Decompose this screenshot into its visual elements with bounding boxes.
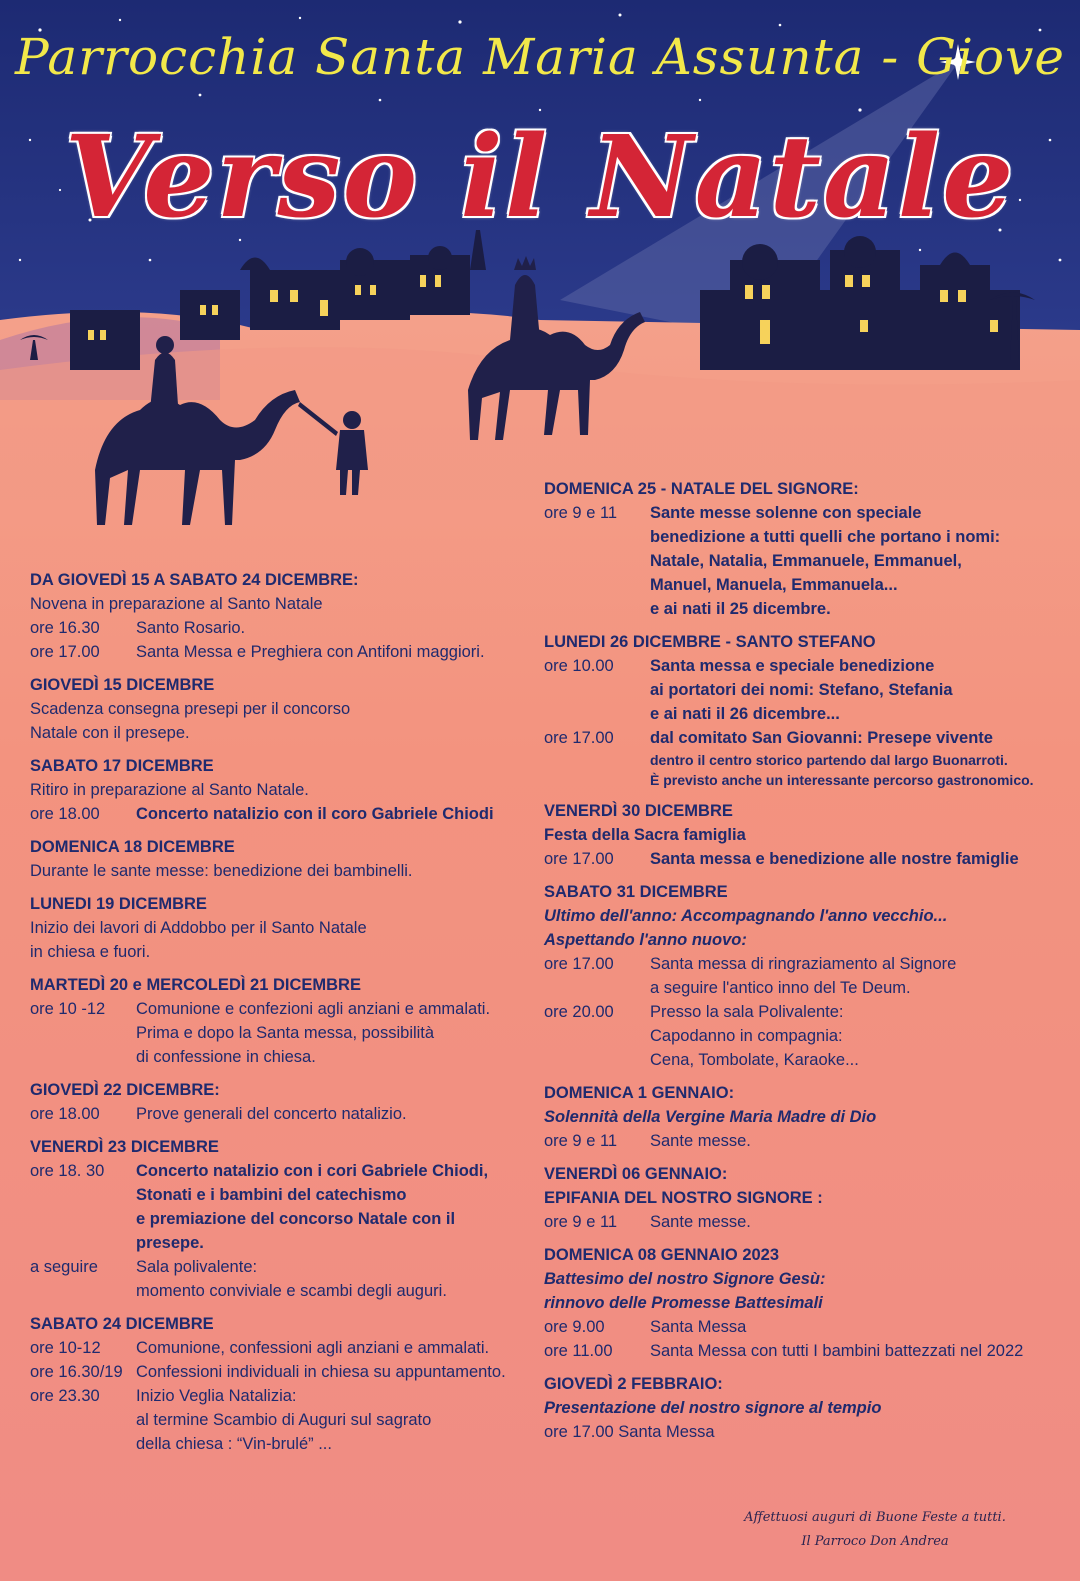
schedule-section [544, 1243, 1064, 1363]
section-subtitle: Ultimo dell'anno: Accompagnando l'anno vecchio... [544, 907, 948, 925]
event-description-line: Comunione, confessioni agli anziani e ammalati. [136, 1339, 490, 1357]
event-time: ore 9 e 11 [544, 1132, 618, 1150]
event-note: dentro il centro storico partendo dal largo Buonarroti. [650, 752, 1008, 768]
section-subtitle: Battesimo del nostro Signore Gesù: [544, 1270, 826, 1288]
parish-title: Parrocchia Santa Maria Assunta - Giove [15, 28, 1065, 86]
schedule-row [544, 654, 1064, 726]
main-title: Verso il Natale [64, 112, 1016, 243]
schedule-row [30, 1255, 530, 1303]
schedule-row [544, 1000, 1064, 1072]
section-line: Inizio dei lavori di Addobbo per il Santo Natale [30, 919, 367, 937]
schedule-row [544, 1210, 1064, 1234]
event-description-line: e ai nati il 26 dicembre... [650, 705, 840, 723]
event-description-line: Capodanno in compagnia: [650, 1027, 843, 1045]
section-line: ore 17.00 Santa Messa [544, 1423, 715, 1441]
event-time: ore 10.00 [544, 657, 614, 675]
event-note: È previsto anche un interessante percorso gastronomico. [650, 772, 1034, 788]
event-time: ore 23.30 [30, 1387, 100, 1405]
section-heading: GIOVEDÌ 22 DICEMBRE: [30, 1081, 220, 1099]
event-time: ore 11.00 [544, 1342, 613, 1360]
event-description [650, 1000, 1064, 1072]
event-description [650, 1339, 1064, 1363]
event-description-line: Santa messa di ringraziamento al Signore [650, 955, 957, 973]
event-description-line: benedizione a tutti quelli che portano i nomi: [650, 528, 1001, 546]
section-heading: SABATO 24 DICEMBRE [30, 1315, 214, 1333]
section-heading: DOMENICA 25 - NATALE DEL SIGNORE: [544, 480, 859, 498]
event-time: ore 16.30 [30, 619, 100, 637]
event-description [650, 847, 1064, 871]
schedule-section [544, 799, 1064, 871]
section-heading: VENERDÌ 06 GENNAIO: [544, 1165, 728, 1183]
section-heading: VENERDÌ 23 DICEMBRE [30, 1138, 219, 1156]
event-description [650, 1129, 1064, 1153]
event-description [136, 1102, 530, 1126]
schedule-row [30, 1159, 530, 1255]
schedule-section [30, 1135, 530, 1303]
event-description-line: e premiazione del concorso Natale con il [136, 1210, 456, 1228]
event-description-line: Inizio Veglia Natalizia: [136, 1387, 297, 1405]
event-description [136, 1159, 530, 1255]
event-description [136, 1384, 530, 1456]
schedule-section [544, 1372, 1064, 1444]
schedule-section [30, 673, 530, 745]
section-subtitle: Aspettando l'anno nuovo: [544, 931, 747, 949]
event-description [136, 1360, 530, 1384]
event-description-line: Prima e dopo la Santa messa, possibilità [136, 1024, 435, 1042]
event-description-line: Sante messe. [650, 1132, 751, 1150]
schedule-row [30, 616, 530, 640]
section-heading: DOMENICA 08 GENNAIO 2023 [544, 1246, 780, 1264]
signature-greeting: Affettuosi auguri di Buone Feste a tutti. [744, 1510, 1006, 1525]
event-description [136, 802, 530, 826]
event-description-line: Santa Messa e Preghiera con Antifoni maggiori. [136, 643, 485, 661]
event-description-line: Presso la sala Polivalente: [650, 1003, 844, 1021]
event-description-line: Concerto natalizio con i cori Gabriele Chiodi, [136, 1162, 489, 1180]
event-description [136, 616, 530, 640]
event-description-line: Santo Rosario. [136, 619, 246, 637]
section-line: Natale con il presepe. [30, 724, 190, 742]
event-description-line: Stonati e i bambini del catechismo [136, 1186, 407, 1204]
event-description [136, 640, 530, 664]
schedule-row [544, 847, 1064, 871]
event-description-line: Manuel, Manuela, Emmanuela... [650, 576, 898, 594]
schedule-row [30, 1384, 530, 1456]
event-description-line: a seguire l'antico inno del Te Deum. [650, 979, 911, 997]
event-description [650, 654, 1064, 726]
event-description-line: e ai nati il 25 dicembre. [650, 600, 831, 618]
section-line: Novena in preparazione al Santo Natale [30, 595, 323, 613]
event-time: ore 18. 30 [30, 1162, 105, 1180]
event-description [650, 952, 1064, 1000]
event-description-line: Santa messa e speciale benedizione [650, 657, 935, 675]
event-description-line: Confessioni individuali in chiesa su appuntamento. [136, 1363, 506, 1381]
section-heading: DOMENICA 18 DICEMBRE [30, 838, 235, 856]
event-description-line: della chiesa : “Vin-brulé” ... [136, 1435, 332, 1453]
event-description-line: dal comitato San Giovanni: Presepe vivente [650, 729, 993, 747]
event-description-line: Sante messe. [650, 1213, 751, 1231]
section-heading: GIOVEDÌ 2 FEBBRAIO: [544, 1375, 723, 1393]
schedule-section [30, 973, 530, 1069]
section-subtitle: Presentazione del nostro signore al tempio [544, 1399, 882, 1417]
event-description-line: Sala polivalente: [136, 1258, 258, 1276]
section-line: Ritiro in preparazione al Santo Natale. [30, 781, 309, 799]
event-time: ore 17.00 [544, 850, 614, 868]
signature [725, 1506, 1025, 1554]
event-description-line: Concerto natalizio con il coro Gabriele Chiodi [136, 805, 494, 823]
schedule-section [30, 1078, 530, 1126]
schedule-row [30, 1102, 530, 1126]
schedule-section [30, 892, 530, 964]
event-description [650, 1210, 1064, 1234]
section-line: in chiesa e fuori. [30, 943, 151, 961]
event-time: ore 10-12 [30, 1339, 101, 1357]
schedule-row [30, 1336, 530, 1360]
section-heading: LUNEDI 26 DICEMBRE - SANTO STEFANO [544, 633, 876, 651]
event-time: ore 10 -12 [30, 1000, 106, 1018]
event-time: ore 20.00 [544, 1003, 614, 1021]
section-heading: DA GIOVEDÌ 15 A SABATO 24 DICEMBRE: [30, 571, 359, 589]
schedule-section [544, 477, 1064, 621]
event-description [136, 1255, 530, 1303]
schedule-section [544, 630, 1064, 790]
event-time: ore 9.00 [544, 1318, 605, 1336]
schedule-row [544, 1129, 1064, 1153]
event-time: ore 18.00 [30, 805, 100, 823]
event-time: a seguire [30, 1258, 98, 1276]
schedule-section [30, 754, 530, 826]
event-time: ore 9 e 11 [544, 1213, 618, 1231]
schedule-row [30, 997, 530, 1069]
schedule-row [30, 640, 530, 664]
event-description-line: Sante messe solenne con speciale [650, 504, 922, 522]
event-description-line: Santa Messa [650, 1318, 747, 1336]
event-time: ore 17.00 [544, 729, 614, 747]
section-heading: DOMENICA 1 GENNAIO: [544, 1084, 735, 1102]
schedule-section [30, 568, 530, 664]
section-line: Durante le sante messe: benedizione dei bambinelli. [30, 862, 413, 880]
event-time: ore 18.00 [30, 1105, 100, 1123]
section-subtitle: EPIFANIA DEL NOSTRO SIGNORE : [544, 1189, 823, 1207]
schedule-row [544, 1339, 1064, 1363]
schedule-row [30, 802, 530, 826]
event-description-line: Santa messa e benedizione alle nostre famiglie [650, 850, 1019, 868]
schedule-row [544, 726, 1064, 790]
signature-pastor: Il Parroco Don Andrea [801, 1534, 949, 1549]
section-subtitle: rinnovo delle Promesse Battesimali [544, 1294, 823, 1312]
section-heading: SABATO 17 DICEMBRE [30, 757, 214, 775]
schedule-section [544, 880, 1064, 1072]
section-heading: SABATO 31 DICEMBRE [544, 883, 728, 901]
event-description-line: momento conviviale e scambi degli auguri. [136, 1282, 447, 1300]
event-description-line: di confessione in chiesa. [136, 1048, 316, 1066]
schedule-right-column [544, 477, 1064, 1453]
event-time: ore 17.00 [544, 955, 614, 973]
event-description-line: al termine Scambio di Auguri sul sagrato [136, 1411, 432, 1429]
schedule-section [544, 1162, 1064, 1234]
event-description-line: presepe. [136, 1234, 204, 1252]
event-description-line: Santa Messa con tutti I bambini battezzati nel 2022 [650, 1342, 1024, 1360]
event-description-line: Natale, Natalia, Emmanuele, Emmanuel, [650, 552, 962, 570]
schedule-section [30, 835, 530, 883]
schedule-row [544, 1315, 1064, 1339]
event-time: ore 16.30/19 [30, 1363, 123, 1381]
schedule-left-column [30, 568, 530, 1465]
event-description [650, 501, 1064, 621]
section-subtitle: Solennità della Vergine Maria Madre di Dio [544, 1108, 877, 1126]
schedule-section [544, 1081, 1064, 1153]
event-description-line: Prove generali del concerto natalizio. [136, 1105, 407, 1123]
section-subtitle: Festa della Sacra famiglia [544, 826, 746, 844]
event-time: ore 17.00 [30, 643, 100, 661]
event-description [650, 726, 1064, 790]
event-description [136, 1336, 530, 1360]
schedule-row [30, 1360, 530, 1384]
event-description-line: ai portatori dei nomi: Stefano, Stefania [650, 681, 953, 699]
schedule-section [30, 1312, 530, 1456]
section-heading: VENERDÌ 30 DICEMBRE [544, 802, 733, 820]
section-line: Scadenza consegna presepi per il concorso [30, 700, 351, 718]
section-heading: LUNEDI 19 DICEMBRE [30, 895, 207, 913]
event-time: ore 9 e 11 [544, 504, 618, 522]
event-description-line: Comunione e confezioni agli anziani e ammalati. [136, 1000, 491, 1018]
event-description [650, 1315, 1064, 1339]
schedule-row [544, 501, 1064, 621]
schedule-row [544, 952, 1064, 1000]
event-description-line: Cena, Tombolate, Karaoke... [650, 1051, 859, 1069]
section-heading: MARTEDÌ 20 e MERCOLEDÌ 21 DICEMBRE [30, 976, 361, 994]
event-description [136, 997, 530, 1069]
section-heading: GIOVEDÌ 15 DICEMBRE [30, 676, 215, 694]
